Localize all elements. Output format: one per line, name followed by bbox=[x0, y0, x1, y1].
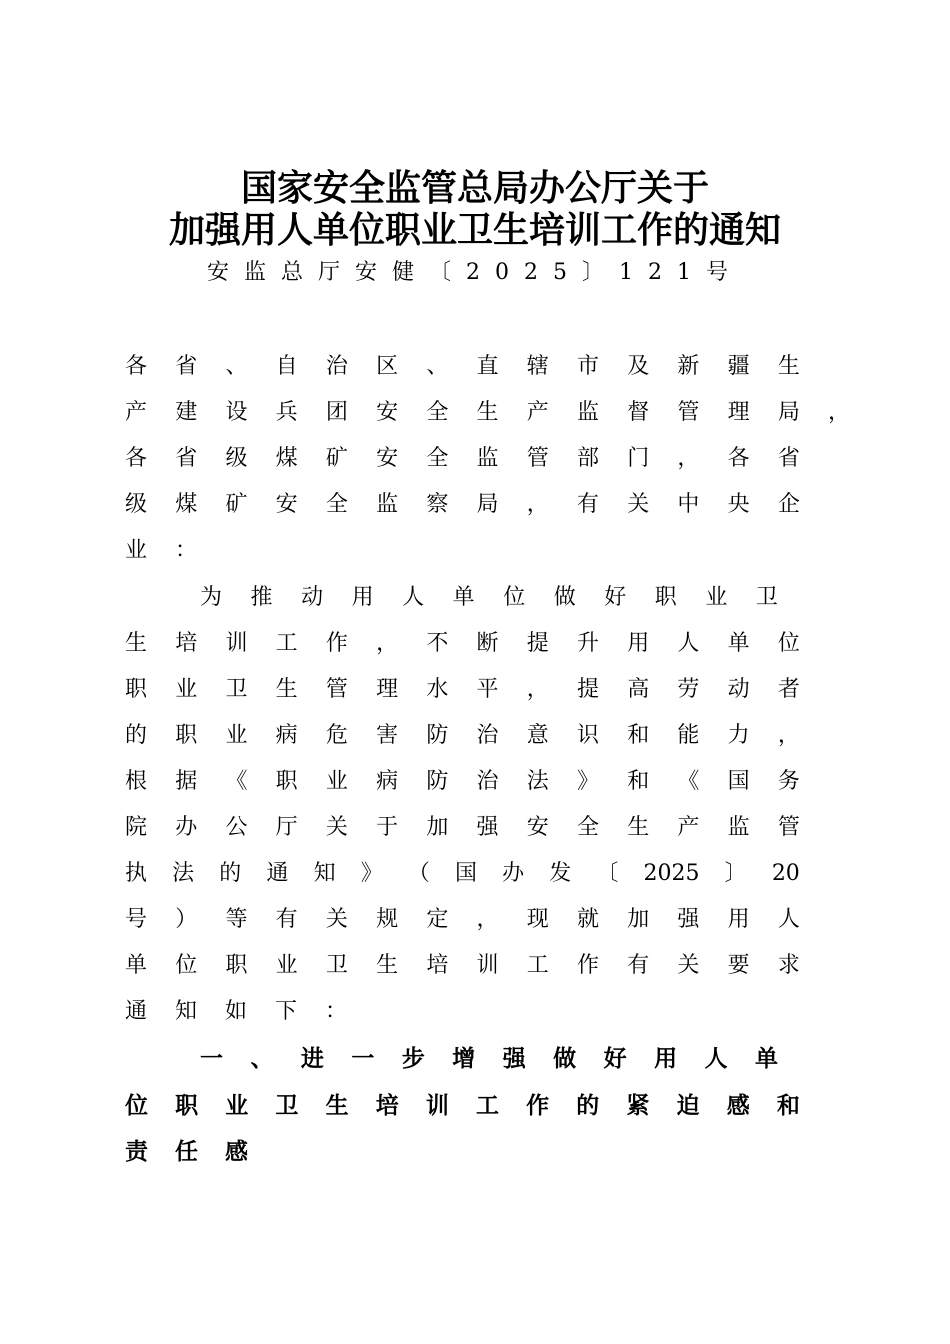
text-glyph: 的 bbox=[576, 1093, 600, 1119]
text-glyph: 法 bbox=[526, 769, 549, 794]
text-glyph: 要 bbox=[727, 953, 750, 978]
text-glyph: 生 bbox=[125, 631, 148, 656]
text-glyph: 安 bbox=[376, 446, 399, 471]
text-glyph: 国 bbox=[454, 861, 477, 886]
text-glyph: 工 bbox=[275, 631, 298, 656]
text-glyph: 生 bbox=[627, 815, 650, 840]
text-glyph: 矿 bbox=[225, 492, 248, 517]
text-glyph: 煤 bbox=[175, 492, 198, 517]
text-glyph: 工 bbox=[475, 1093, 499, 1119]
text-glyph: 省 bbox=[175, 354, 198, 379]
text-glyph: 关 bbox=[325, 815, 348, 840]
heading-1-line-3 bbox=[125, 1137, 800, 1167]
text-glyph: 治 bbox=[476, 723, 499, 748]
text-glyph: 《 bbox=[225, 769, 248, 794]
text-glyph: 产 bbox=[125, 400, 148, 425]
salutation-line-2 bbox=[125, 398, 800, 428]
text-glyph: 知 bbox=[313, 861, 336, 886]
text-glyph: 于 bbox=[376, 815, 399, 840]
paragraph-1-line-4 bbox=[125, 721, 800, 751]
text-glyph: 煤 bbox=[275, 446, 298, 471]
text-glyph: 建 bbox=[175, 400, 198, 425]
text-glyph: ， bbox=[526, 677, 549, 702]
text-glyph: 的 bbox=[125, 723, 148, 748]
text-glyph: 加 bbox=[426, 815, 449, 840]
text-glyph: 定 bbox=[426, 907, 449, 932]
text-glyph: ， bbox=[476, 907, 499, 932]
text-glyph: 规 bbox=[376, 907, 399, 932]
text-glyph: 关 bbox=[677, 953, 700, 978]
text-glyph: ， bbox=[526, 492, 549, 517]
text-glyph: 生 bbox=[325, 1093, 349, 1119]
salutation-line-2-trail: ， bbox=[828, 400, 851, 425]
text-glyph: 业 bbox=[225, 723, 248, 748]
text-glyph: 培 bbox=[426, 953, 449, 978]
text-glyph: 疆 bbox=[727, 354, 750, 379]
text-glyph: 级 bbox=[125, 492, 148, 517]
text-glyph: 监 bbox=[727, 815, 750, 840]
text-glyph: 意 bbox=[526, 723, 549, 748]
text-glyph: 生 bbox=[777, 354, 800, 379]
text-glyph: 不 bbox=[426, 631, 449, 656]
text-glyph: 加 bbox=[627, 907, 650, 932]
text-glyph: 和 bbox=[627, 769, 650, 794]
text-glyph: 作 bbox=[325, 631, 348, 656]
text-glyph: 病 bbox=[275, 723, 298, 748]
paragraph-1-line-2 bbox=[125, 629, 800, 659]
text-glyph: ， bbox=[777, 723, 800, 748]
text-glyph: 各 bbox=[125, 354, 148, 379]
text-glyph: 省 bbox=[777, 446, 800, 471]
text-glyph: 训 bbox=[476, 953, 499, 978]
text-glyph: 防 bbox=[426, 769, 449, 794]
text-glyph: 各 bbox=[727, 446, 750, 471]
text-glyph: 监 bbox=[376, 492, 399, 517]
text-glyph: 下 bbox=[275, 999, 298, 1024]
text-glyph: 强 bbox=[476, 815, 499, 840]
text-glyph: 中 bbox=[677, 492, 700, 517]
text-glyph: 提 bbox=[576, 677, 599, 702]
paragraph-1-line-10 bbox=[125, 997, 800, 1027]
text-glyph: 者 bbox=[777, 677, 800, 702]
text-glyph: 理 bbox=[376, 677, 399, 702]
text-glyph: 一 bbox=[351, 1046, 375, 1072]
paragraph-1-line-1 bbox=[200, 583, 778, 613]
text-glyph: 防 bbox=[426, 723, 449, 748]
text-glyph: 职 bbox=[275, 769, 298, 794]
text-glyph: 生 bbox=[275, 677, 298, 702]
text-glyph: 单 bbox=[727, 631, 750, 656]
text-glyph: 根 bbox=[125, 769, 148, 794]
title-line-1: 国家安全监管总局办公厅关于 bbox=[240, 167, 709, 209]
text-glyph: 人 bbox=[402, 585, 425, 610]
text-glyph: 辖 bbox=[526, 354, 549, 379]
text-glyph: 动 bbox=[301, 585, 324, 610]
text-glyph: 市 bbox=[576, 354, 599, 379]
text-glyph: 用 bbox=[654, 1046, 678, 1072]
text-glyph: 单 bbox=[754, 1046, 778, 1072]
text-glyph: 增 bbox=[452, 1046, 476, 1072]
text-glyph: 紧 bbox=[626, 1093, 650, 1119]
text-glyph: 区 bbox=[376, 354, 399, 379]
text-glyph: 务 bbox=[777, 769, 800, 794]
text-glyph: 厅 bbox=[275, 815, 298, 840]
text-glyph: 管 bbox=[777, 815, 800, 840]
text-glyph: ， bbox=[677, 446, 700, 471]
text-glyph: 2025 bbox=[643, 861, 700, 886]
text-glyph: 管 bbox=[526, 446, 549, 471]
text-glyph: 》 bbox=[576, 769, 599, 794]
text-glyph: 业 bbox=[275, 953, 298, 978]
text-glyph: ） bbox=[175, 907, 198, 932]
text-glyph: 生 bbox=[376, 953, 399, 978]
text-glyph: 治 bbox=[476, 769, 499, 794]
text-glyph: 监 bbox=[576, 400, 599, 425]
text-glyph: 安 bbox=[376, 400, 399, 425]
text-glyph: 工 bbox=[526, 953, 549, 978]
text-glyph: （ bbox=[407, 861, 430, 886]
paragraph-1-line-9 bbox=[125, 951, 800, 981]
text-glyph: 人 bbox=[677, 631, 700, 656]
text-glyph: 职 bbox=[175, 1093, 199, 1119]
text-glyph: 门 bbox=[627, 446, 650, 471]
text-glyph: 治 bbox=[325, 354, 348, 379]
text-glyph: 和 bbox=[627, 723, 650, 748]
text-glyph: 全 bbox=[426, 400, 449, 425]
text-glyph: ： bbox=[325, 999, 348, 1024]
text-glyph: 识 bbox=[576, 723, 599, 748]
text-glyph: 矿 bbox=[325, 446, 348, 471]
text-glyph: 级 bbox=[225, 446, 248, 471]
text-glyph: 〔 bbox=[596, 861, 619, 886]
text-glyph: 全 bbox=[325, 492, 348, 517]
text-glyph: 职 bbox=[225, 953, 248, 978]
text-glyph: 用 bbox=[727, 907, 750, 932]
text-glyph: 训 bbox=[225, 631, 248, 656]
text-glyph: 断 bbox=[476, 631, 499, 656]
text-glyph: 为 bbox=[200, 585, 223, 610]
text-glyph: ： bbox=[175, 538, 198, 563]
text-glyph: 执 bbox=[125, 861, 148, 886]
salutation-line-5 bbox=[125, 536, 800, 566]
text-glyph: 求 bbox=[777, 953, 800, 978]
text-glyph: 》 bbox=[360, 861, 383, 886]
text-glyph: 任 bbox=[175, 1139, 198, 1165]
text-glyph: 察 bbox=[426, 492, 449, 517]
text-glyph: 步 bbox=[401, 1046, 425, 1072]
text-glyph: 《 bbox=[677, 769, 700, 794]
text-glyph: 理 bbox=[727, 400, 750, 425]
text-glyph: 监 bbox=[476, 446, 499, 471]
heading-1-line-2 bbox=[125, 1091, 800, 1121]
text-glyph: 全 bbox=[576, 815, 599, 840]
text-glyph: 强 bbox=[677, 907, 700, 932]
text-glyph: 人 bbox=[777, 907, 800, 932]
text-glyph: 产 bbox=[526, 400, 549, 425]
text-glyph: 训 bbox=[425, 1093, 449, 1119]
text-glyph: 职 bbox=[654, 585, 677, 610]
text-glyph: 的 bbox=[219, 861, 242, 886]
text-glyph: 、 bbox=[225, 354, 248, 379]
text-glyph: 、 bbox=[426, 354, 449, 379]
text-glyph: 20 bbox=[771, 861, 800, 886]
text-glyph: 职 bbox=[125, 677, 148, 702]
text-glyph: 关 bbox=[325, 907, 348, 932]
text-glyph: 发 bbox=[549, 861, 572, 886]
text-glyph: 单 bbox=[125, 953, 148, 978]
text-glyph: 害 bbox=[376, 723, 399, 748]
text-glyph: 设 bbox=[225, 400, 248, 425]
text-glyph: 一 bbox=[200, 1046, 223, 1072]
text-glyph: 用 bbox=[351, 585, 374, 610]
text-glyph: 公 bbox=[225, 815, 248, 840]
text-glyph: 作 bbox=[526, 1093, 550, 1119]
text-glyph: 号 bbox=[125, 907, 148, 932]
text-glyph: 企 bbox=[777, 492, 800, 517]
text-glyph: 生 bbox=[476, 400, 499, 425]
text-glyph: 产 bbox=[677, 815, 700, 840]
text-glyph: 兵 bbox=[275, 400, 298, 425]
text-glyph: 关 bbox=[627, 492, 650, 517]
text-glyph: 安 bbox=[275, 492, 298, 517]
text-glyph: 央 bbox=[727, 492, 750, 517]
text-glyph: 就 bbox=[576, 907, 599, 932]
text-glyph: 通 bbox=[125, 999, 148, 1024]
text-glyph: 业 bbox=[125, 538, 148, 563]
text-glyph: 卫 bbox=[325, 953, 348, 978]
text-glyph: 局 bbox=[777, 400, 800, 425]
paragraph-1-line-7 bbox=[125, 859, 800, 889]
text-glyph: 力 bbox=[727, 723, 750, 748]
text-glyph: 自 bbox=[275, 354, 298, 379]
text-glyph: 位 bbox=[777, 631, 800, 656]
title-line-2: 加强用人单位职业卫生培训工作的通知 bbox=[168, 209, 781, 251]
text-glyph: 单 bbox=[452, 585, 475, 610]
text-glyph: 有 bbox=[275, 907, 298, 932]
text-glyph: 进 bbox=[300, 1046, 324, 1072]
text-glyph: 管 bbox=[677, 400, 700, 425]
text-glyph: 部 bbox=[576, 446, 599, 471]
text-glyph: 位 bbox=[503, 585, 526, 610]
text-glyph: 有 bbox=[576, 492, 599, 517]
text-glyph: 危 bbox=[325, 723, 348, 748]
text-glyph: 办 bbox=[502, 861, 525, 886]
text-glyph: 卫 bbox=[755, 585, 778, 610]
text-glyph: 感 bbox=[726, 1093, 750, 1119]
text-glyph: 推 bbox=[250, 585, 273, 610]
text-glyph: 等 bbox=[225, 907, 248, 932]
text-glyph: 卫 bbox=[225, 677, 248, 702]
salutation-line-4 bbox=[125, 490, 800, 520]
text-glyph: 卫 bbox=[275, 1093, 299, 1119]
text-glyph: 直 bbox=[476, 354, 499, 379]
text-glyph: 好 bbox=[604, 585, 627, 610]
text-glyph: 平 bbox=[476, 677, 499, 702]
text-glyph: 国 bbox=[727, 769, 750, 794]
text-glyph: 现 bbox=[526, 907, 549, 932]
text-glyph: 升 bbox=[576, 631, 599, 656]
text-glyph: 业 bbox=[325, 769, 348, 794]
text-glyph: 各 bbox=[125, 446, 148, 471]
text-glyph: 院 bbox=[125, 815, 148, 840]
salutation-line-1 bbox=[125, 352, 800, 382]
text-glyph: 省 bbox=[175, 446, 198, 471]
text-glyph: 和 bbox=[776, 1093, 800, 1119]
text-glyph: 局 bbox=[476, 492, 499, 517]
document-number: 安监总厅安健〔2025〕121号 bbox=[207, 260, 743, 285]
text-glyph: 职 bbox=[175, 723, 198, 748]
text-glyph: 、 bbox=[250, 1046, 274, 1072]
text-glyph: 水 bbox=[426, 677, 449, 702]
text-glyph: 管 bbox=[325, 677, 348, 702]
text-glyph: 法 bbox=[172, 861, 195, 886]
paragraph-1-line-8 bbox=[125, 905, 800, 935]
salutation-line-3 bbox=[125, 444, 800, 474]
text-glyph: 位 bbox=[125, 1093, 148, 1119]
text-glyph: 培 bbox=[375, 1093, 399, 1119]
text-glyph: 能 bbox=[677, 723, 700, 748]
text-glyph: 如 bbox=[225, 999, 248, 1024]
text-glyph: 位 bbox=[175, 953, 198, 978]
text-glyph: 高 bbox=[627, 677, 650, 702]
text-glyph: 新 bbox=[677, 354, 700, 379]
text-glyph: 知 bbox=[175, 999, 198, 1024]
text-glyph: 通 bbox=[266, 861, 289, 886]
text-glyph: 业 bbox=[225, 1093, 249, 1119]
text-glyph: 〕 bbox=[724, 861, 747, 886]
text-glyph: 提 bbox=[526, 631, 549, 656]
text-glyph: 责 bbox=[125, 1139, 148, 1165]
text-glyph: 人 bbox=[704, 1046, 728, 1072]
text-glyph: 强 bbox=[502, 1046, 526, 1072]
text-glyph: 及 bbox=[627, 354, 650, 379]
text-glyph: 做 bbox=[553, 1046, 577, 1072]
text-glyph: 劳 bbox=[677, 677, 700, 702]
text-glyph: 培 bbox=[175, 631, 198, 656]
paragraph-1-line-5 bbox=[125, 767, 800, 797]
text-glyph: ， bbox=[376, 631, 399, 656]
text-glyph: 迫 bbox=[676, 1093, 700, 1119]
paragraph-1-line-3 bbox=[125, 675, 800, 705]
heading-1-line-1 bbox=[200, 1044, 778, 1074]
text-glyph: 好 bbox=[603, 1046, 627, 1072]
text-glyph: 督 bbox=[627, 400, 650, 425]
text-glyph: 业 bbox=[705, 585, 728, 610]
text-glyph: 办 bbox=[175, 815, 198, 840]
text-glyph: 业 bbox=[175, 677, 198, 702]
text-glyph: 用 bbox=[627, 631, 650, 656]
text-glyph: 感 bbox=[225, 1139, 248, 1165]
text-glyph: 病 bbox=[376, 769, 399, 794]
text-glyph: 作 bbox=[576, 953, 599, 978]
text-glyph: 做 bbox=[553, 585, 576, 610]
text-glyph: 全 bbox=[426, 446, 449, 471]
text-glyph: 安 bbox=[526, 815, 549, 840]
text-glyph: 动 bbox=[727, 677, 750, 702]
text-glyph: 有 bbox=[627, 953, 650, 978]
paragraph-1-line-6 bbox=[125, 813, 800, 843]
text-glyph: 团 bbox=[325, 400, 348, 425]
text-glyph: 据 bbox=[175, 769, 198, 794]
